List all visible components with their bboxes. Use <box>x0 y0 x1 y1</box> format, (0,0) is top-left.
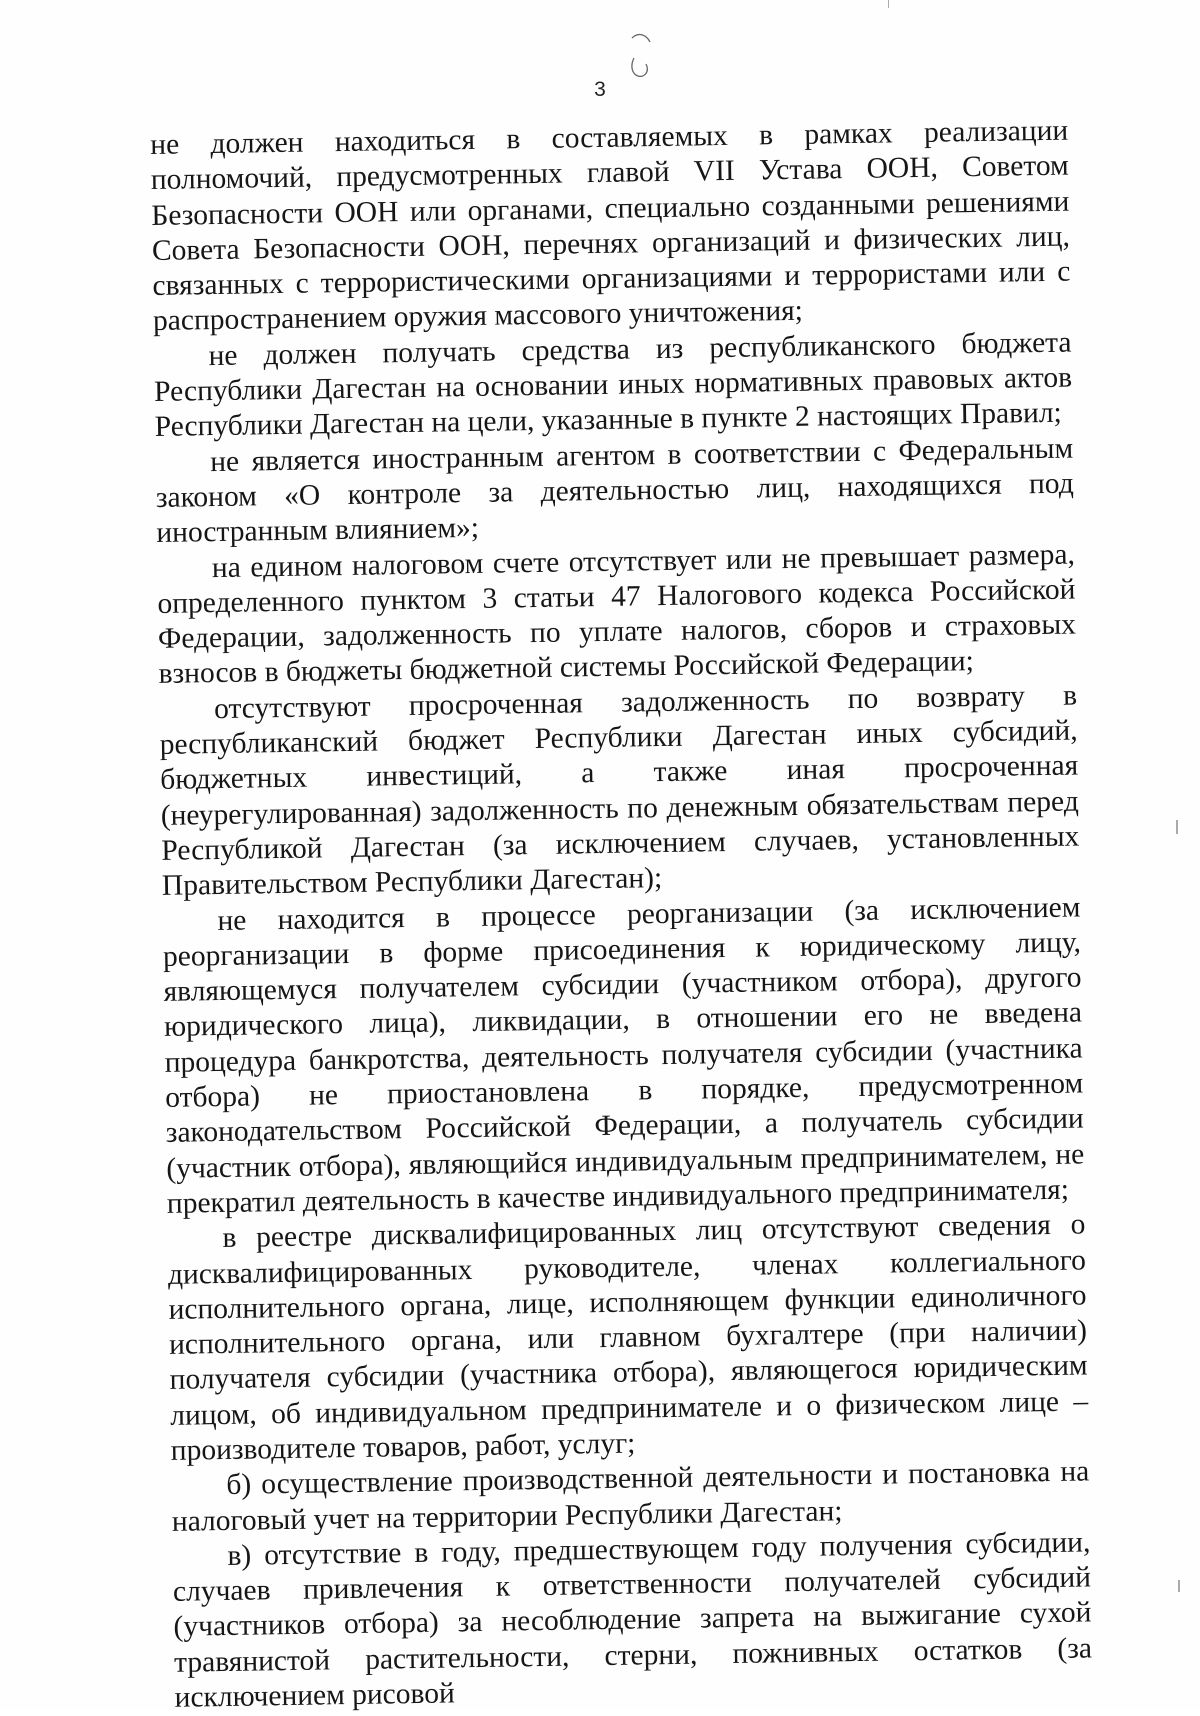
scan-edge-mark <box>888 0 889 8</box>
paragraph-9: в) отсутствие в году, предшествующем году получения субсидии, случаев привлечения к ответственности получателей субсидий (участников отбора) за несоблюдение запрета на выжигание сухой травянистой растительности, стерни, пожнивных остатков (за исключением рисовой <box>172 1526 1093 1714</box>
scan-edge-mark <box>1176 820 1178 834</box>
paragraph-7: в реестре дисквалифицированных лиц отсутствуют сведения о дисквалифицированных руководителе, членах коллегиального исполнительного органа, лице, исполняющем функции единоличного исполнительного органа, или главном бухгалтере (при наличии) получателя субсидии (участника отбора), являющегося юридическим лицом, об индивидуальном предпринимателе и о физическом лице – производителе товаров, работ, услуг; <box>167 1208 1089 1467</box>
page-number: 3 <box>594 78 606 101</box>
paragraph-3: не является иностранным агентом в соответствии с Федеральным законом «О контроле за деятельностью лиц, находящихся под иностранным влиянием»; <box>155 432 1074 550</box>
paragraph-2: не должен получать средства из республиканского бюджета Республики Дагестан на основании иных нормативных правовых актов Республики Дагестан на цели, указанные в пункте 2 настоящих Правил; <box>153 326 1073 444</box>
document-body <box>150 114 1093 1716</box>
paragraph-1: не должен находиться в составляемых в рамках реализации полномочий, предусмотренных главой VII Устава ООН, Советом Безопасности ООН или органами, специально созданными решениями Совета Безопасности ООН, перечнях организаций и физических лиц, связанных с террористическими организациями и террористами или с распространением оружия массового уничтожения; <box>150 114 1071 338</box>
paragraph-6: не находится в процессе реорганизации (за исключением реорганизации в форме присоединения к юридическому лицу, являющемуся получателем субсидии (участником отбора), другого юридического лица), ликвидации, в отношении его не введена процедура банкротства, деятельность получателя субсидии (участника отбора) не приостановлена в порядке, предусмотренном законодательством Российской Федерации, а получатель субсидии (участник отбора), являющийся индивидуальным предпринимателем, не прекратил деятельность в качестве индивидуального предпринимателя; <box>162 891 1085 1220</box>
paragraph-4: на едином налоговом счете отсутствует или не превышает размера, определенного пунктом 3 статьи 47 Налогового кодекса Российской Федерации, задолженность по уплате налогов, сборов и страховых взносов в бюджеты бюджетной системы Российской Федерации; <box>157 538 1077 691</box>
scan-edge-mark <box>1178 1580 1180 1592</box>
paragraph-8: б) осуществление производственной деятельности и постановка на налоговый учет на территории Республики Дагестан; <box>171 1455 1090 1538</box>
paragraph-5: отсутствуют просроченная задолженность по возврату в республиканский бюджет Республики Дагестан иных субсидий, бюджетных инвестиций, а также иная просроченная (неурегулированная) задолженность по денежным обязательствам перед Республикой Дагестан (за исключением случаев, установленных Правительством Республики Дагестан); <box>159 679 1080 903</box>
